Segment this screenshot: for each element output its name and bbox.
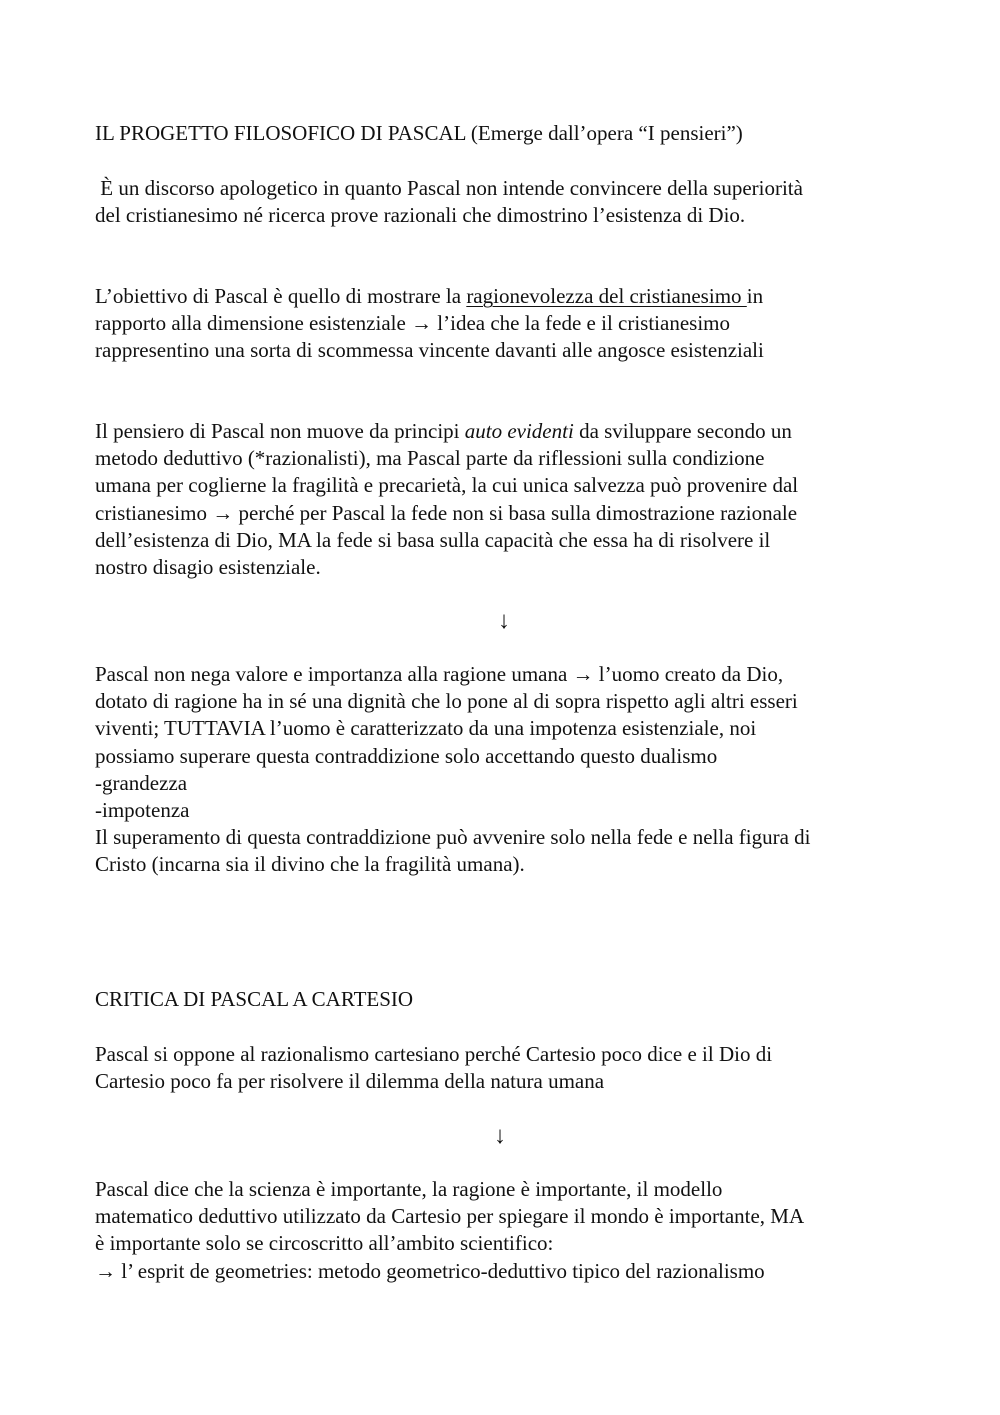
paragraph-line: matematico deduttivo utilizzato da Cartesio per spiegare il mondo è importante, MA <box>95 1204 805 1229</box>
text-run: L’obiettivo di Pascal è quello di mostrare la <box>95 284 467 308</box>
section-heading-pascal-project <box>95 120 915 147</box>
paragraph-thought <box>95 418 915 581</box>
paragraph-line: nostro disagio esistenziale. <box>95 554 321 579</box>
paragraph-line: cristianesimo → perché per Pascal la fede non si basa sulla dimostrazione razionale <box>95 500 798 525</box>
text-run: da sviluppare secondo un <box>573 419 792 443</box>
paragraph-line: Cristo (incarna sia il divino che la fragilità umana). <box>95 852 525 877</box>
paragraph-objective <box>95 283 915 365</box>
paragraph-line: rappresentino una sorta di scommessa vincente davanti alle angosce esistenziali <box>95 338 764 363</box>
paragraph-line: metodo deduttivo (*razionalisti), ma Pascal parte da riflessioni sulla condizione <box>95 446 765 471</box>
paragraph-line <box>95 283 915 310</box>
paragraph-line: Il superamento di questa contraddizione può avvenire solo nella fede e nella figura di <box>95 825 811 850</box>
list-item-grandezza: -grandezza <box>95 770 188 795</box>
paragraph-line: umana per coglierne la fragilità e precarietà, la cui unica salvezza può provenire dal <box>95 473 799 498</box>
italic-phrase: auto evidenti <box>464 419 574 443</box>
paragraph-line <box>95 418 915 445</box>
paragraph-line: Pascal si oppone al razionalismo cartesiano perché Cartesio poco dice e il Dio di <box>95 1042 773 1066</box>
list-item-impotenza: -impotenza <box>95 797 190 822</box>
paragraph-line: del cristianesimo né ricerca prove razionali che dimostrino l’esistenza di Dio. <box>95 203 746 228</box>
paragraph-line: è importante solo se circoscritto all’ambito scientifico: <box>95 1231 554 1256</box>
section-heading-critique <box>95 986 915 1013</box>
paragraph-reason <box>95 661 915 879</box>
paragraph-line: Cartesio poco fa per risolvere il dilemma della natura umana <box>95 1069 605 1094</box>
paragraph-line: possiamo superare questa contraddizione solo accettando questo dualismo <box>95 743 718 768</box>
heading-text: CRITICA DI PASCAL A CARTESIO <box>95 987 414 1011</box>
text-run: in <box>746 284 764 308</box>
text-run: Il pensiero di Pascal non muove da principi <box>95 419 465 443</box>
paragraph-line: viventi; TUTTAVIA l’uomo è caratterizzato da una impotenza esistenziale, noi <box>95 716 757 741</box>
paragraph-science <box>95 1176 915 1285</box>
paragraph-apologetic <box>95 175 915 229</box>
down-arrow-icon: ↓ <box>494 1123 506 1149</box>
paragraph-line: È un discorso apologetico in quanto Pascal non intende convincere della superiorità <box>95 176 803 200</box>
paragraph-opposition <box>95 1041 915 1095</box>
underlined-phrase: ragionevolezza del cristianesimo <box>466 284 747 308</box>
paragraph-line: Pascal non nega valore e importanza alla ragione umana → l’uomo creato da Dio, <box>95 662 784 686</box>
heading-text: IL PROGETTO FILOSOFICO DI PASCAL (Emerge dall’opera “I pensieri”) <box>95 121 743 145</box>
down-arrow-icon: ↓ <box>498 608 510 634</box>
paragraph-line: dell’esistenza di Dio, MA la fede si basa sulla capacità che essa ha di risolvere il <box>95 527 771 552</box>
paragraph-line: rapporto alla dimensione esistenziale → l’idea che la fede e il cristianesimo <box>95 311 731 336</box>
paragraph-line: → l’ esprit de geometries: metodo geometrico-deduttivo tipico del razionalismo <box>95 1258 765 1283</box>
paragraph-line: Pascal dice che la scienza è importante, la ragione è importante, il modello <box>95 1177 723 1201</box>
paragraph-line: dotato di ragione ha in sé una dignità che lo pone al di sopra rispetto agli altri esseri <box>95 689 798 714</box>
